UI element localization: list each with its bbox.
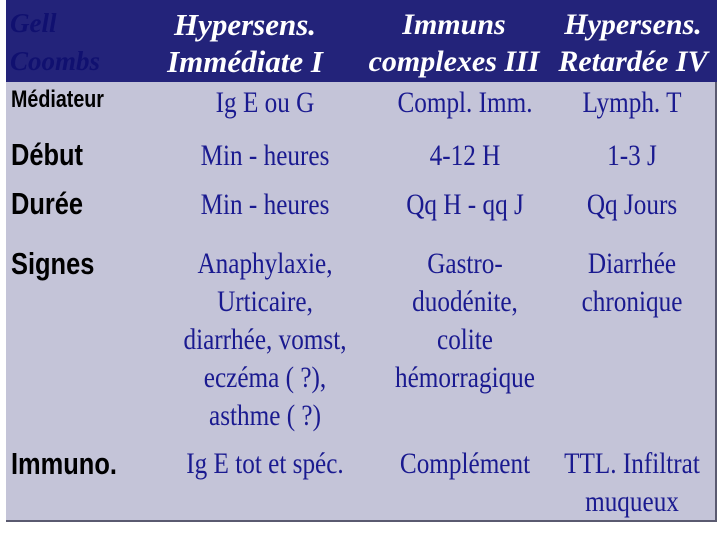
corner-line-2: Coombs <box>10 46 101 76</box>
corner-heading <box>10 4 100 80</box>
column-header-1 <box>135 6 355 80</box>
cell-immuno-1-line: Ig E tot et spéc. <box>186 447 344 480</box>
cell-signes-2-line: colite <box>437 323 493 356</box>
cell-signes-1-line: Urticaire, <box>217 285 313 318</box>
cell-duree-3: Qq Jours <box>586 188 678 221</box>
cell-duree-1: Min - heures <box>200 188 330 221</box>
cell-mediateur-3: Lymph. T <box>582 86 682 119</box>
cell-signes-1-line: diarrhée, vomst, <box>183 323 347 356</box>
column-header-2 <box>354 6 554 80</box>
cell-signes-1-line: Anaphylaxie, <box>197 247 333 280</box>
cell-signes-1 <box>164 245 366 435</box>
cell-duree-2: Qq H - qq J <box>406 188 524 221</box>
row-label-mediateur: Médiateur <box>11 86 104 113</box>
column-header-2-line-2: complexes III <box>368 45 540 78</box>
row-label-immuno: Immuno. <box>11 446 117 481</box>
cell-immuno-3-line: muqueux <box>585 485 679 518</box>
cell-debut-3: 1-3 J <box>607 139 657 172</box>
cell-immuno-3 <box>531 445 720 521</box>
column-header-1-line-2: Immédiate I <box>167 44 323 79</box>
cell-debut-1: Min - heures <box>200 139 330 172</box>
column-header-3-line-1: Hypersens. <box>564 8 702 41</box>
column-header-2-line-1: Immuns <box>402 8 506 41</box>
column-header-3-line-2: Retardée IV <box>558 45 708 78</box>
cell-mediateur-1: Ig E ou G <box>215 86 315 119</box>
cell-mediateur-2: Compl. Imm. <box>397 86 533 119</box>
cell-immuno-1 <box>164 445 366 483</box>
cell-signes-3 <box>531 245 720 321</box>
cell-signes-3-line: Diarrhée <box>587 247 677 280</box>
cell-signes-2-line: Gastro- <box>427 247 503 280</box>
column-header-1-line-1: Hypersens. <box>173 7 317 42</box>
row-label-duree: Durée <box>11 186 84 221</box>
cell-signes-2-line: duodénite, <box>412 285 518 318</box>
cell-signes-1-line: eczéma ( ?), <box>203 361 327 394</box>
row-label-debut: Début <box>11 137 84 172</box>
cell-debut-2: 4-12 H <box>429 139 501 172</box>
cell-immuno-2-line: Complément <box>399 447 531 480</box>
column-header-3 <box>548 6 718 80</box>
cell-signes-1-line: asthme ( ?) <box>209 399 321 432</box>
cell-signes-3-line: chronique <box>581 285 683 318</box>
cell-signes-2-line: hémorragique <box>395 361 535 394</box>
corner-line-1: Gell <box>10 8 57 38</box>
cell-immuno-3-line: TTL. Infiltrat <box>564 447 700 480</box>
row-label-signes: Signes <box>11 246 95 281</box>
